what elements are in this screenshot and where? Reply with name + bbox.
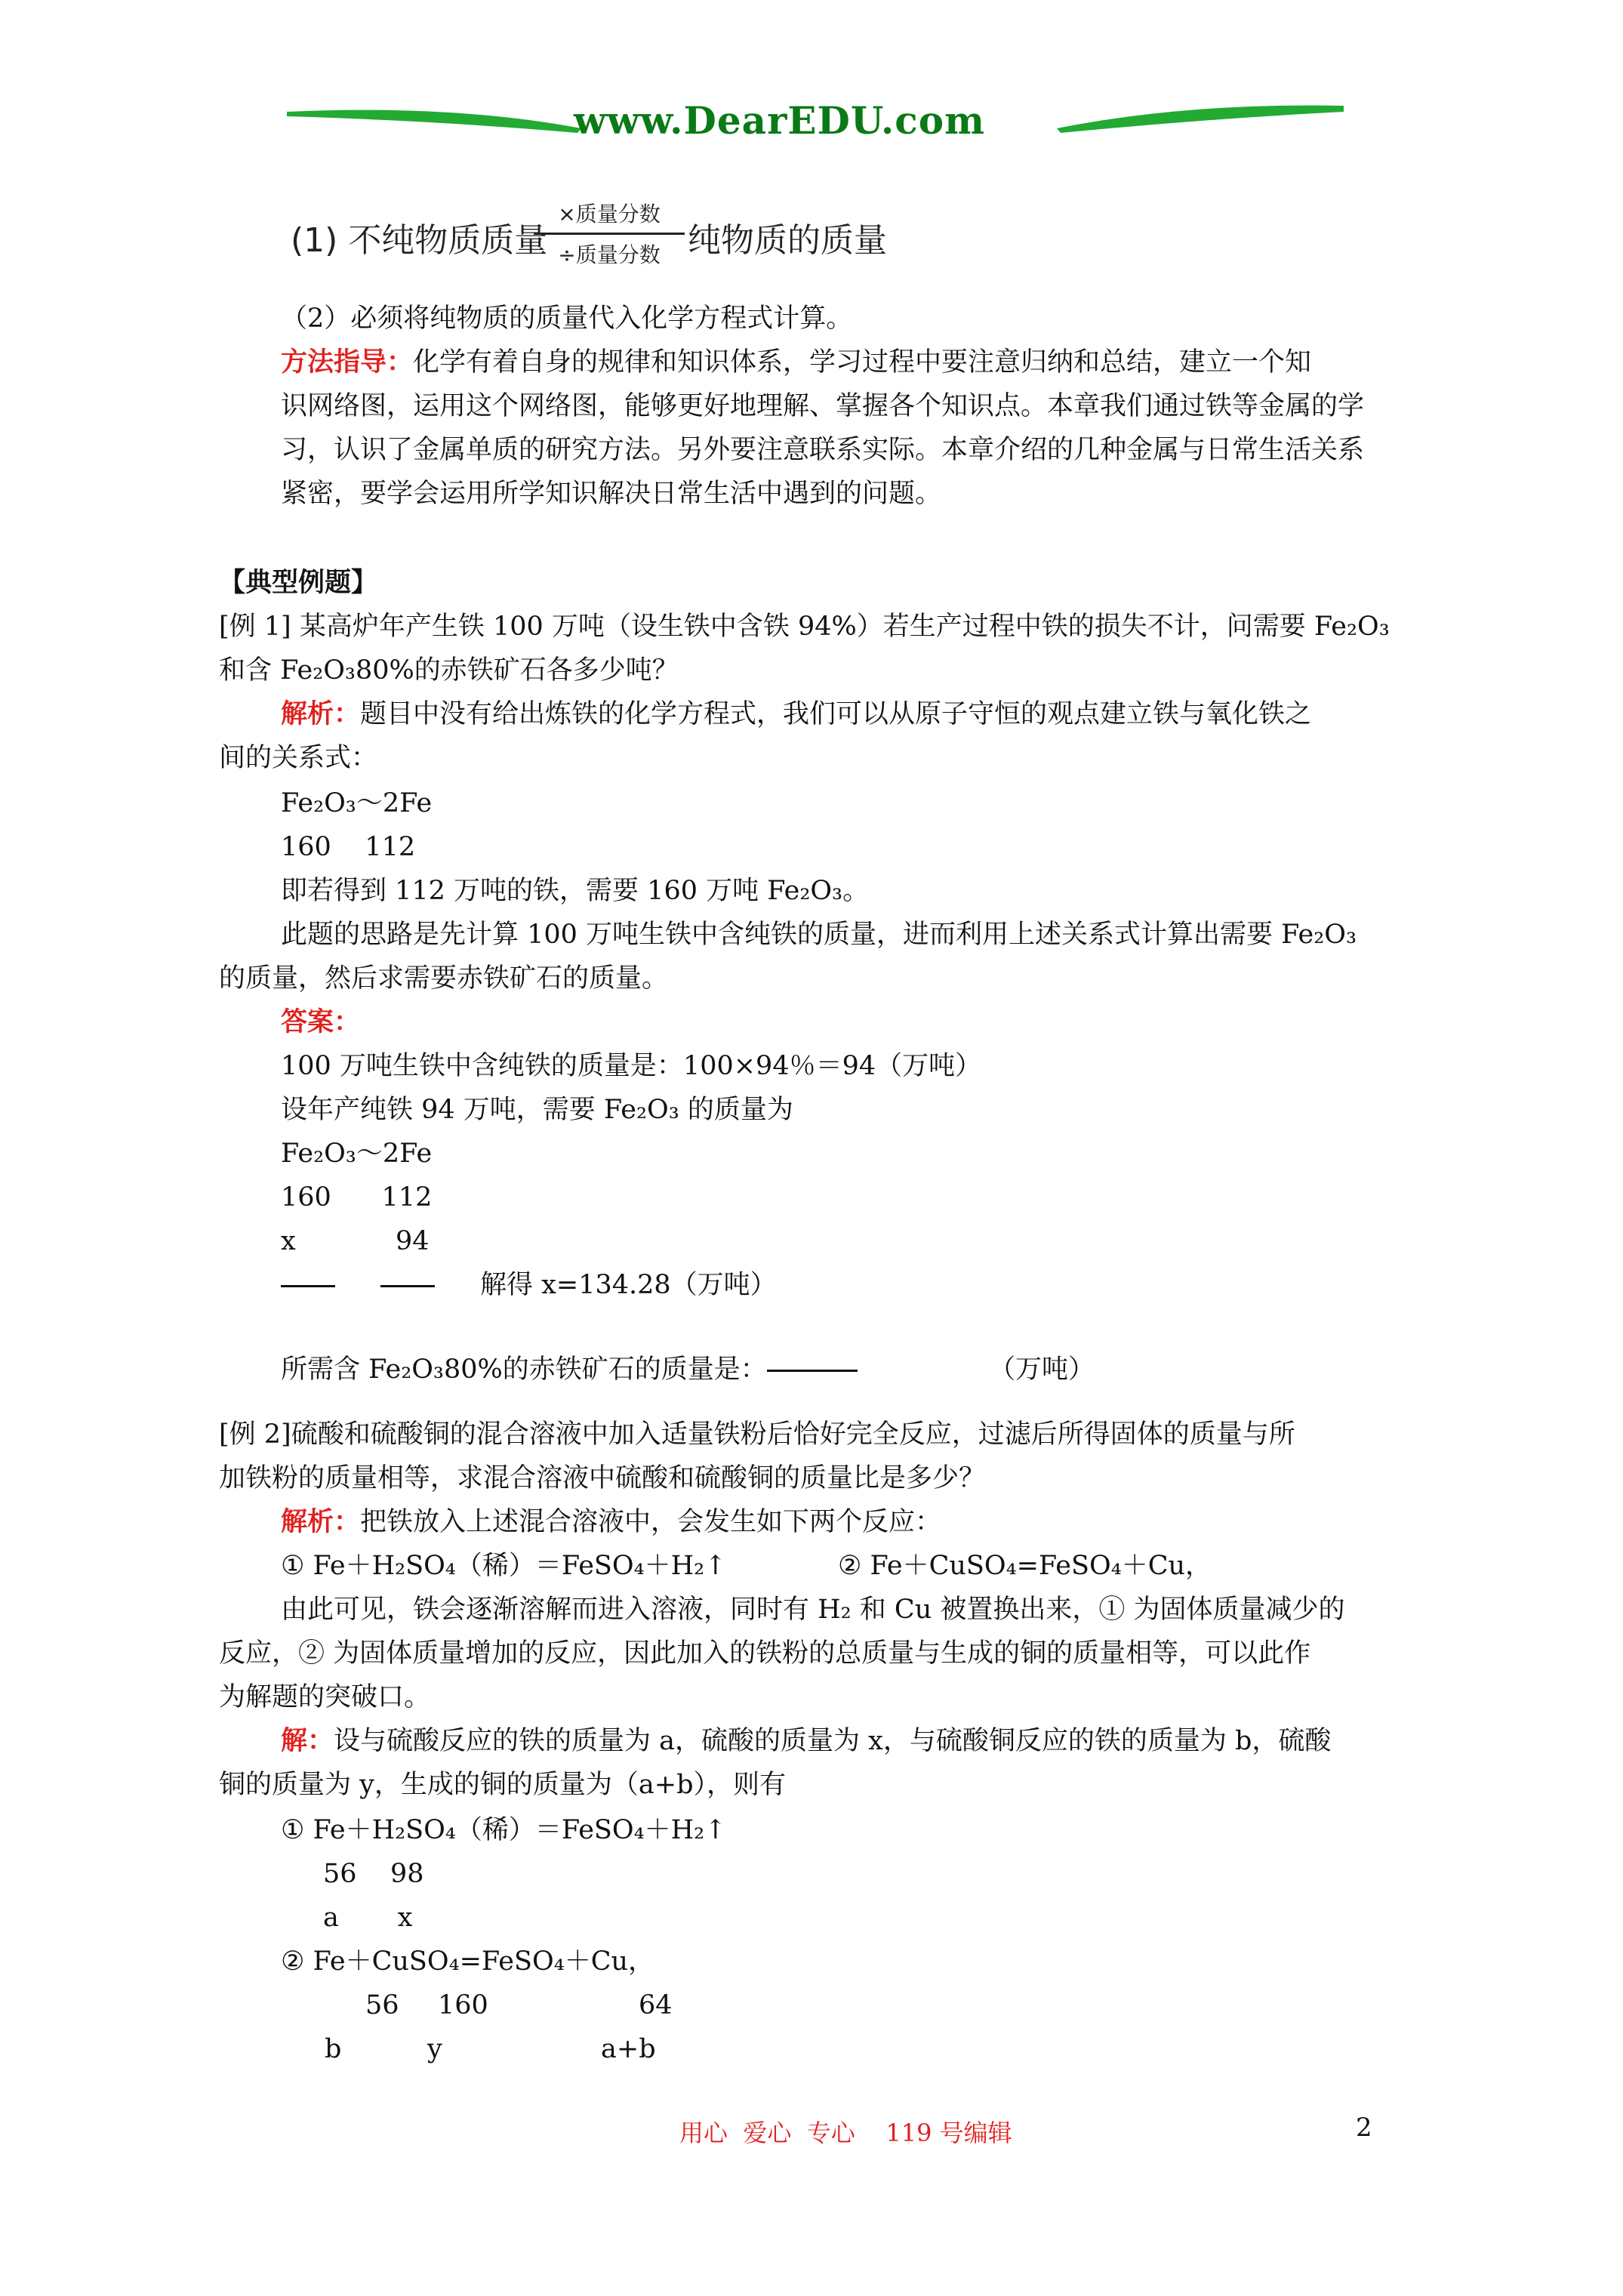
ex1-answer-label: 答案：: [281, 1007, 361, 1037]
formula-fraction: [534, 196, 685, 272]
method-label: 方法指导：: [281, 347, 414, 378]
ex2-eq2-var-y: y: [427, 2034, 442, 2064]
ex2-analysis-label: 解析：: [281, 1507, 361, 1537]
method-line-1: [281, 341, 1311, 384]
method-text-1: 化学有着自身的规律和知识体系，学习过程中要注意归纳和总结，建立一个知: [413, 347, 1312, 378]
method-line-2: 识网络图，运用这个网络图，能够更好地理解、掌握各个知识点。本章我们通过铁等金属的学: [281, 391, 1365, 421]
ex2-eq2-num-64: 64: [639, 1990, 673, 2020]
ex1-answer-7-unit: （万吨）: [989, 1354, 1095, 1385]
ex2-question-1: [例 2]硫酸和硫酸铜的混合溶液中加入适量铁粉后恰好完全反应，过滤后所得固体的质量与所: [219, 1419, 1295, 1450]
ex2-eq2-var-ab: a+b: [601, 2034, 656, 2064]
ex2-solution-2: 铜的质量为 y，生成的铜的质量为（a+b），则有: [219, 1770, 786, 1800]
ex2-eq2-num-56: 56: [365, 1990, 399, 2020]
ex1-answer-7-text: 所需含 Fe₂O₃80%的赤铁矿石的质量是：: [281, 1354, 767, 1385]
ex1-answer-2: 设年产纯铁 94 万吨，需要 Fe₂O₃ 的质量为: [281, 1095, 793, 1125]
ex1-analysis-text-1: 题目中没有给出炼铁的化学方程式，我们可以从原子守恒的观点建立铁与氧化铁之: [360, 699, 1312, 729]
ex2-eq2-var-b: b: [325, 2034, 342, 2064]
ex1-line-b1: 此题的思路是先计算 100 万吨生铁中含纯铁的质量，进而利用上述关系式计算出需要 Fe₂O₃: [281, 920, 1357, 950]
method-line-4: 紧密，要学会运用所学知识解决日常生活中遇到的问题。: [281, 479, 942, 509]
fraction-bar: [534, 233, 685, 235]
ex1-answer-1: 100 万吨生铁中含纯铁的质量是：100×94％＝94（万吨）: [281, 1051, 982, 1081]
ex2-solution-1: [281, 1720, 1331, 1763]
footer-text: 用心 爱心 专心 119 号编辑: [679, 2119, 1012, 2147]
ex2-reaction-1: ① Fe＋H₂SO₄（稀）＝FeSO₄＋H₂↑: [281, 1551, 727, 1581]
ex2-reaction-2: ② Fe＋CuSO₄=FeSO₄＋Cu，: [838, 1551, 1212, 1581]
ex1-question-1: [例 1] 某高炉年产生铁 100 万吨（设生铁中含铁 94%）若生产过程中铁的损失不计，问需要 Fe₂O₃: [219, 612, 1390, 642]
ex1-answer-3: Fe₂O₃～2Fe: [281, 1139, 433, 1169]
ex2-analysis-text-1: 把铁放入上述混合溶液中，会发生如下两个反应：: [360, 1507, 942, 1537]
site-logo[interactable]: www.DearEDU.com: [574, 98, 986, 143]
ex1-question-2: 和含 Fe₂O₃80%的赤铁矿石各多少吨？: [219, 655, 679, 686]
ex2-equation-2: ② Fe＋CuSO₄=FeSO₄＋Cu，: [281, 1946, 655, 1977]
formula-suffix: 纯物质的质量: [688, 221, 887, 260]
ex1-relation: Fe₂O₃～2Fe: [281, 788, 433, 818]
method-line-3: 习，认识了金属单质的研究方法。另外要注意联系实际。本章介绍的几种金属与日常生活关系: [281, 435, 1365, 465]
formula-numerator: ×质量分数: [558, 202, 661, 227]
fraction-placeholder-3: [767, 1370, 858, 1372]
ex1-line-a: 即若得到 112 万吨的铁，需要 160 万吨 Fe₂O₃。: [281, 876, 870, 906]
page-number: 2: [1356, 2113, 1372, 2143]
ex1-answer-7: [281, 1348, 858, 1391]
ex2-para-3: 为解题的突破口。: [219, 1682, 431, 1712]
ex2-solution-label: 解：: [281, 1726, 334, 1756]
ex2-analysis-1: [281, 1501, 941, 1544]
formula-prefix: (1) 不纯物质质量: [291, 221, 548, 260]
ex2-equation-1-vars: a x: [323, 1903, 413, 1933]
ex2-question-2: 加铁粉的质量相等，求混合溶液中硫酸和硫酸铜的质量比是多少？: [219, 1463, 986, 1493]
formula-denominator: ÷质量分数: [558, 242, 661, 267]
ex1-analysis-1: [281, 693, 1311, 736]
ex2-para-1: 由此可见，铁会逐渐溶解而进入溶液，同时有 H₂ 和 Cu 被置换出来，① 为固体质量减少的: [281, 1595, 1345, 1625]
ex1-line-b2: 的质量，然后求需要赤铁矿石的质量。: [219, 963, 669, 994]
ex2-equation-1: ① Fe＋H₂SO₄（稀）＝FeSO₄＋H₂↑: [281, 1815, 727, 1845]
ex1-answer-4: 160 112: [281, 1182, 433, 1213]
ex2-para-2: 反应，② 为固体质量增加的反应，因此加入的铁粉的总质量与生成的铜的质量相等，可以此作: [219, 1638, 1311, 1669]
ex2-solution-text-1: 设与硫酸反应的铁的质量为 a，硫酸的质量为 x，与硫酸铜反应的铁的质量为 b，硫酸: [334, 1726, 1332, 1756]
note-2: （2）必须将纯物质的质量代入化学方程式计算。: [281, 304, 853, 334]
section-title: 【典型例题】: [219, 568, 378, 598]
ex1-relation-nums: 160 112: [281, 832, 416, 862]
ex1-analysis-2: 间的关系式：: [219, 743, 378, 773]
ex1-answer-94: 94: [396, 1226, 430, 1256]
ex1-analysis-label: 解析：: [281, 699, 361, 729]
ex1-answer-6-text: 解得 x=134.28（万吨）: [480, 1270, 777, 1300]
ex2-eq2-num-160: 160: [438, 1990, 488, 2020]
ex2-equation-1-nums: 56 98: [323, 1859, 424, 1889]
fraction-placeholder-1: [281, 1285, 335, 1287]
ex1-answer-6: [281, 1264, 777, 1307]
ex1-answer-x: x: [281, 1226, 296, 1256]
fraction-placeholder-2: [380, 1285, 435, 1287]
